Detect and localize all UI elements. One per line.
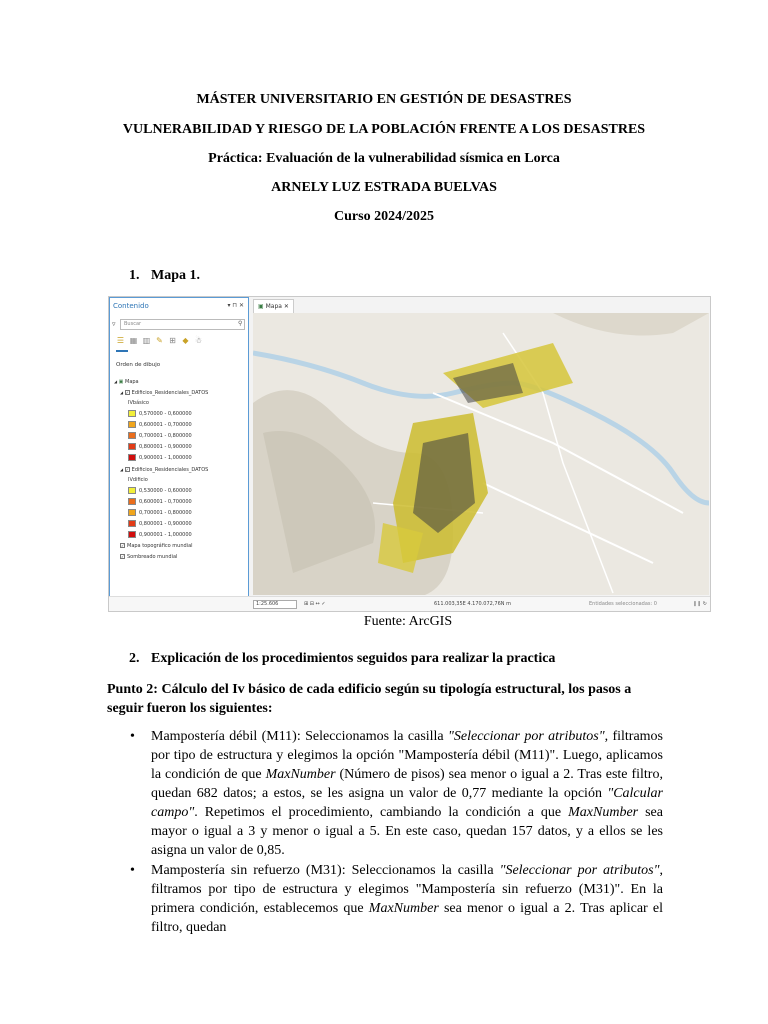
contents-pane (109, 297, 249, 611)
list-item: • Mampostería débil (M11): Seleccionamos la casilla "Seleccionar por atributos", filtramos por tipo de estructura y elegimos la opción "Mampostería débil (M11)". Luego, aplicamos la condición de que MaxNumber (Número de pisos) sea menor o igual a 2. Tras este filtro, quedan 682 datos; a estos, se les asigna un valor de 0,77 mediante la opción "Calcular campo". Repetimos el procedimiento, cambiando la condición a que MaxNumber sea mayor o igual a 3 y menor o igual a 5. En este caso, quedan 157 datos, y a ellos se les asigna un valor de 0,85. (130, 729, 663, 858)
legend-swatch-1-3 (128, 432, 136, 439)
legend-swatch-1-1 (128, 410, 136, 417)
list-by-source-icon[interactable]: ▦ (129, 336, 138, 345)
section-2-heading (129, 651, 555, 667)
legend-row: 0,900001 - 1,000000 (114, 530, 248, 541)
legend-row: 0,600001 - 0,700000 (114, 497, 248, 508)
document-title: MÁSTER UNIVERSITARIO EN GESTIÓN DE DESASTRES (196, 92, 572, 107)
layer-1-node[interactable]: ◢ ✓ Edificios_Residenciales_DATOS (120, 390, 209, 396)
scale-selector[interactable]: 1:25.606 (253, 600, 297, 609)
section-2-title: Explicación de los procedimientos seguidos para realizar la practica (151, 651, 556, 666)
layer-2-label: Edificios_Residenciales_DATOS (131, 467, 209, 473)
map-node-label: Mapa (125, 379, 139, 385)
list-by-labeling-icon[interactable]: ◆ (182, 336, 189, 345)
list-by-snapping-icon[interactable]: ⊞ (169, 336, 176, 345)
section-1-number: 1. (129, 268, 140, 283)
close-icon[interactable]: ✕ (283, 303, 289, 310)
section-2-number: 2. (129, 651, 140, 666)
basemap-2-checkbox[interactable]: ✓ (121, 554, 125, 559)
legend-swatch-1-5 (128, 454, 136, 461)
legend-row: 0,700001 - 0,800000 (114, 431, 248, 442)
legend-row: 0,800001 - 0,900000 (114, 442, 248, 453)
layer-1-checkbox[interactable]: ✓ (125, 390, 130, 395)
basemap-1-node[interactable] (114, 541, 248, 552)
list-by-perspective-icon[interactable]: ☃ (194, 336, 203, 345)
map-tab[interactable]: ▣ Mapa ✕ (253, 299, 294, 313)
layer-2-node[interactable]: ◢ ✓ Edificios_Residenciales_DATOS (120, 467, 209, 473)
list-by-drawing-order-icon[interactable]: ☰ (116, 336, 125, 345)
figure-caption: Fuente: ArcGIS (363, 614, 453, 629)
document-subtitle: VULNERABILIDAD Y RIESGO DE LA POBLACIÓN FRENTE A LOS DESASTRES (122, 122, 646, 137)
legend-row: 0,900001 - 1,000000 (114, 453, 248, 464)
legend-row: 0,800001 - 0,900000 (114, 519, 248, 530)
filter-icon[interactable]: ▿ (112, 320, 116, 328)
procedure-list (107, 727, 663, 938)
section-1-heading (129, 268, 200, 284)
legend-swatch-2-4 (128, 520, 136, 527)
pause-refresh-icons[interactable]: ❙❙ ↻ (692, 601, 707, 607)
course-year: Curso 2024/2025 (334, 209, 434, 224)
pane-controls[interactable]: ▾ ⊓ ✕ (227, 302, 244, 309)
basemap-2-label: Sombreado mundial (127, 554, 178, 560)
map-view[interactable] (253, 313, 709, 595)
legend-swatch-2-3 (128, 509, 136, 516)
layer-tree (114, 376, 248, 563)
basemap-1-label: Mapa topográfico mundial (127, 543, 193, 549)
layer-2-field: IVdificio (128, 477, 148, 483)
practice-title: Práctica: Evaluación de la vulnerabilidad sísmica en Lorca (208, 151, 560, 166)
selected-features-count: Entidades seleccionadas: 0 (589, 601, 657, 607)
arcgis-screenshot (108, 296, 711, 612)
navigation-tools[interactable]: ⊞ ⊟ ↔ ✓ (304, 601, 326, 607)
map-canvas (253, 313, 709, 595)
punto-2-heading: Punto 2: Cálculo del Iv básico de cada edificio según su tipología estructural, los pasos a seguir fueron los siguientes: (107, 682, 632, 716)
legend-swatch-2-2 (128, 498, 136, 505)
contents-pane-title: Contenido (113, 302, 149, 310)
map-tab-label: Mapa (265, 303, 282, 310)
legend-swatch-2-5 (128, 531, 136, 538)
bullet-marker: • (130, 729, 135, 744)
active-tab-indicator (116, 350, 128, 352)
legend-row: 0,600001 - 0,700000 (114, 420, 248, 431)
legend-row: 0,530000 - 0,600000 (114, 486, 248, 497)
layer-1-field: IVbásico (128, 400, 149, 406)
basemap-2-node[interactable] (114, 552, 248, 563)
map-statusbar (249, 596, 711, 611)
list-by-editing-icon[interactable]: ✎ (156, 336, 163, 345)
layer-1-label: Edificios_Residenciales_DATOS (131, 390, 209, 396)
list-by-selection-icon[interactable]: ▥ (142, 336, 151, 345)
bullet-marker: • (130, 863, 135, 878)
legend-swatch-1-4 (128, 443, 136, 450)
author-name: ARNELY LUZ ESTRADA BUELVAS (271, 180, 497, 195)
legend-row: 0,570000 - 0,600000 (114, 409, 248, 420)
layer-2-checkbox[interactable]: ✓ (125, 467, 130, 472)
coordinates-readout: 611.003,35E 4.170.072,76N m (434, 601, 511, 607)
draw-order-label: Orden de dibujo (116, 362, 161, 368)
section-1-title: Mapa 1. (151, 268, 200, 283)
search-input[interactable]: Buscar (120, 319, 245, 330)
legend-swatch-1-2 (128, 421, 136, 428)
basemap-1-checkbox[interactable]: ✓ (121, 543, 125, 548)
legend-swatch-2-1 (128, 487, 136, 494)
map-node[interactable]: ◢ ▣ Mapa (114, 379, 139, 385)
legend-row: 0,700001 - 0,800000 (114, 508, 248, 519)
list-item: • Mampostería sin refuerzo (M31): Seleccionamos la casilla "Seleccionar por atributos", filtramos por tipo de estructura y elegimos "Mampostería sin refuerzo (M31)". En la primera condición, establecemos que MaxNumber sea menor o igual a 2. Tras aplicar el filtro, quedan (130, 863, 663, 935)
pane-status-area (109, 596, 249, 611)
contents-toolbar (116, 336, 203, 346)
search-icon[interactable]: ⚲ (238, 320, 243, 327)
